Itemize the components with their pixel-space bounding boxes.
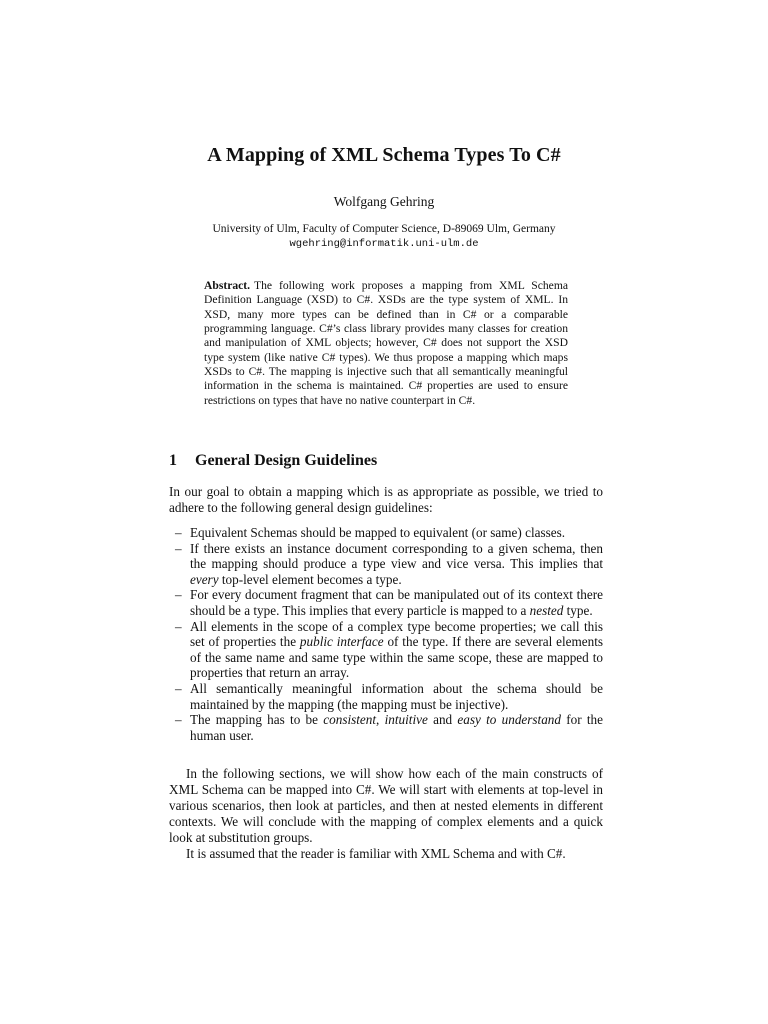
list-item-text: and xyxy=(427,712,458,728)
list-item-text: The mapping has to be xyxy=(190,712,324,728)
list-item xyxy=(169,712,603,743)
abstract-label: Abstract. xyxy=(204,279,251,292)
section-number: 1 xyxy=(169,452,177,469)
paragraph: It is assumed that the reader is familiar with XML Schema and with C#. xyxy=(186,846,566,861)
emphasis-text: intuitive xyxy=(384,712,428,728)
list-item-text: For every document fragment that can be manipulated out of its context there should be a type. This implies that every particle is mapped to a xyxy=(190,587,603,618)
list-item-text: of the type. If there are several elements of the same name and same type within the same scope, these are mapped to properties that return an array. xyxy=(190,634,604,681)
list-dash: – xyxy=(175,618,182,634)
list-item-text: for the human user. xyxy=(190,712,604,743)
abstract xyxy=(204,279,568,408)
list-item xyxy=(169,525,603,541)
emphasis-text: easy to understand xyxy=(457,712,561,728)
paper-title: A Mapping of XML Schema Types To C# xyxy=(207,144,561,166)
list-dash: – xyxy=(175,680,182,696)
list-item-text: All semantically meaningful information about the schema should be maintained by the mapping (the mapping must be injective). xyxy=(190,680,603,712)
closing-paragraphs xyxy=(169,766,603,862)
emphasis-text: consistent xyxy=(323,712,377,728)
list-item xyxy=(169,541,603,588)
author-affiliation: University of Ulm, Faculty of Computer Science, D-89069 Ulm, Germany xyxy=(212,223,556,235)
author-name: Wolfgang Gehring xyxy=(333,194,435,209)
section-intro: In our goal to obtain a mapping which is as appropriate as possible, we tried to adhere to the following general design guidelines: xyxy=(169,484,603,515)
list-item-text: , xyxy=(376,712,385,728)
paragraph: In the following sections, we will show how each of the main constructs of XML Schema can be mapped into C#. We will start with elements at top-level in various scenarios, then look at particles, and then at nested elements in different contexts. We will conclude with the mapping of complex elements and a quick look at substitution groups. xyxy=(169,766,603,845)
list-dash: – xyxy=(175,587,182,603)
list-item xyxy=(169,681,603,712)
emphasis-text: nested xyxy=(529,602,564,618)
section-heading xyxy=(169,452,377,470)
list-item-text: Equivalent Schemas should be mapped to equivalent (or same) classes. xyxy=(190,525,566,540)
abstract-text: The following work proposes a mapping from XML Schema Definition Language (XSD) to C#. XSDs are the type system of XML. In XSD, many more types can be defined than in C# or a comparable programming language. C#’s class library provides many classes for creation and manipulation of XML objects; however, C# does not support the XSD type system (like native C# types). We thus propose a mapping which maps XSDs to C#. The mapping is injective such that all semantically meaningful information in the schema is maintained. C# properties are used to ensure restrictions on types that have no native counterpart in C#. xyxy=(204,279,568,407)
emphasis-text: public interface xyxy=(299,634,384,650)
list-dash: – xyxy=(175,540,182,556)
list-item-text: All elements in the scope of a complex type become properties; we call this set of properties the xyxy=(190,618,603,650)
author-email: wgehring@informatik.uni-ulm.de xyxy=(289,238,479,250)
list-dash: – xyxy=(175,712,182,728)
emphasis-text: every xyxy=(190,571,219,587)
section-title: General Design Guidelines xyxy=(195,452,378,469)
list-item-text: If there exists an instance document corresponding to a given schema, then the mapping should produce a type view and vice versa. This implies that xyxy=(190,540,603,572)
list-item xyxy=(169,587,603,618)
list-item xyxy=(169,619,603,681)
list-item-text: type. xyxy=(563,602,593,618)
list-dash: – xyxy=(175,525,182,540)
list-item-text: top-level element becomes a type. xyxy=(218,571,402,587)
guidelines-list xyxy=(169,525,603,743)
